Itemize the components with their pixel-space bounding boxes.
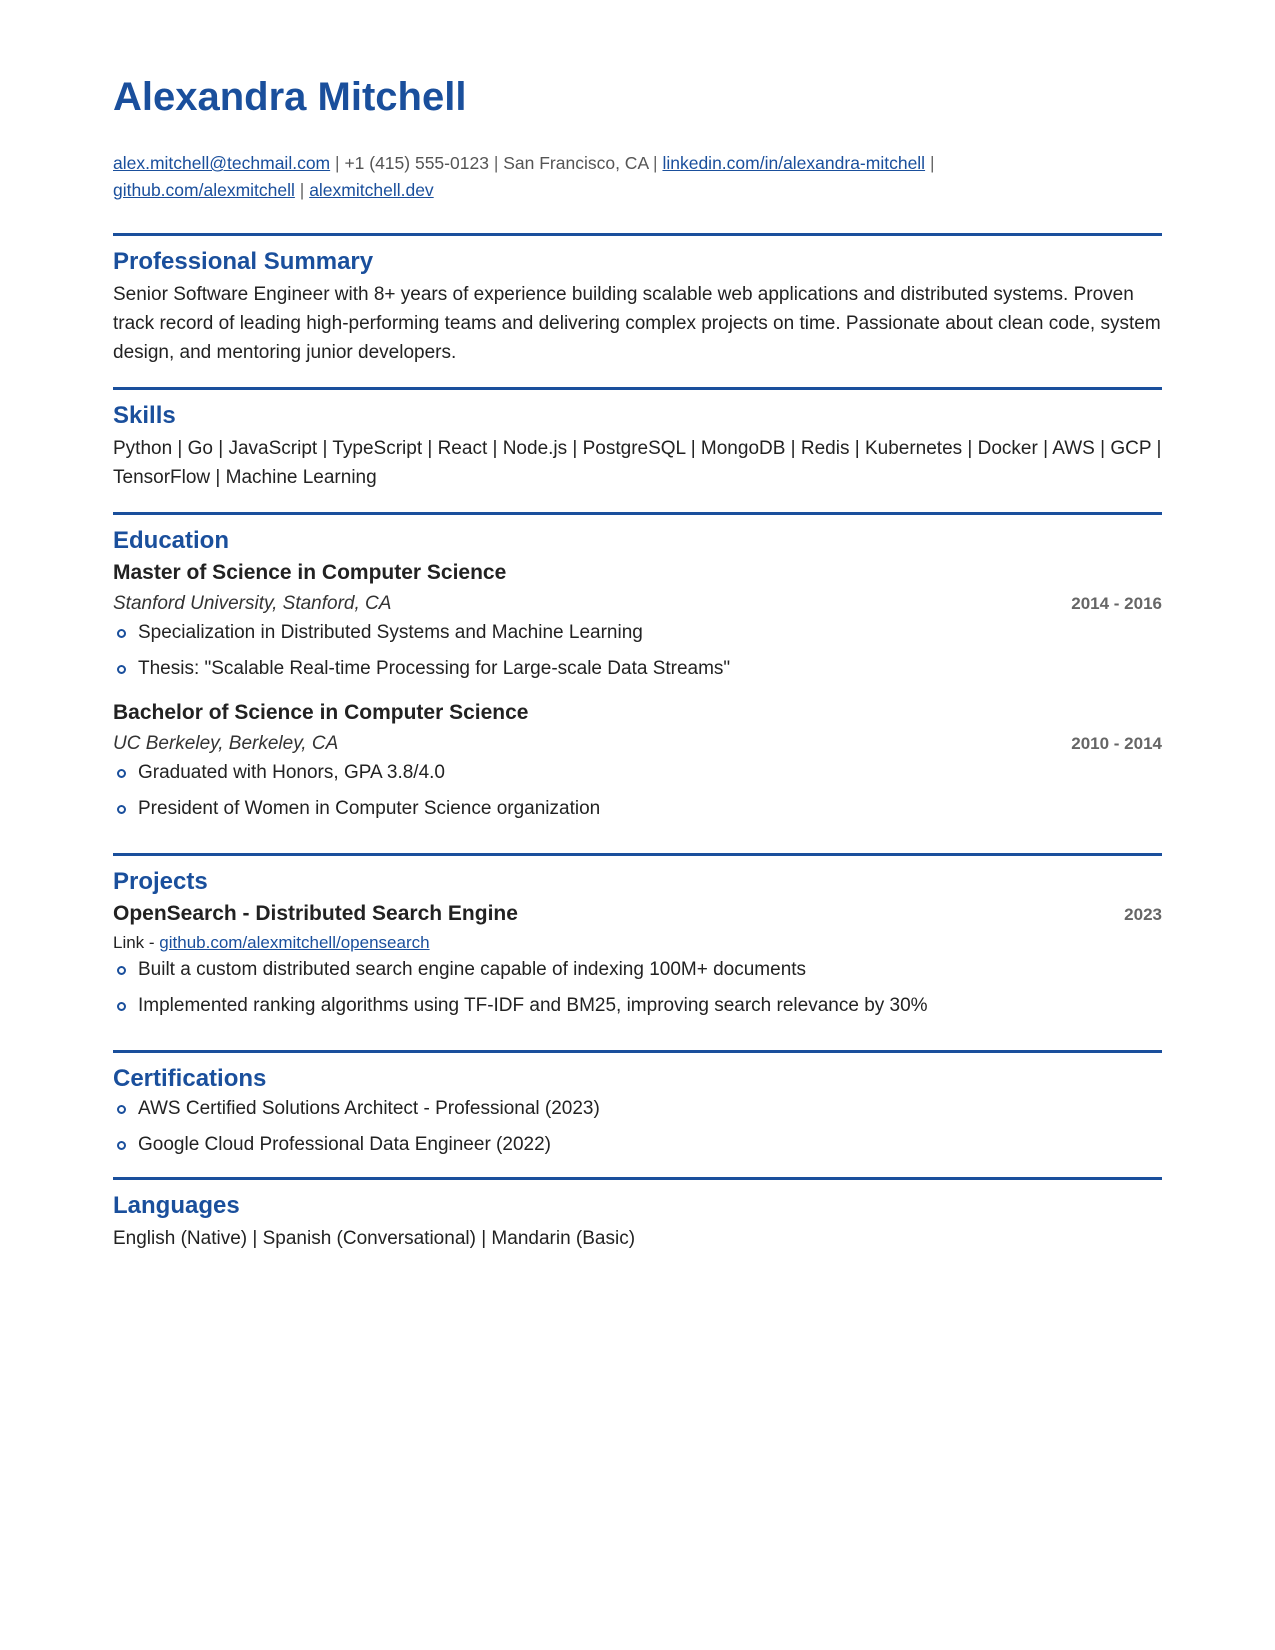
- list-item: Thesis: "Scalable Real-time Processing for Large-scale Data Streams": [113, 655, 1162, 683]
- bullet-circle-icon: [117, 769, 126, 778]
- degree-title: Master of Science in Computer Science: [113, 561, 507, 584]
- list-item: Specialization in Distributed Systems and Machine Learning: [113, 619, 1162, 647]
- projects-section: [113, 853, 1162, 1020]
- email-link[interactable]: alex.mitchell@techmail.com: [113, 153, 331, 173]
- school-name: Stanford University, Stanford, CA: [113, 593, 392, 614]
- summary-text: Senior Software Engineer with 8+ years of experience building scalable web applications and distributed systems. Proven track record of leading high-performing teams and delivering complex projects on time. Passionate about clean code, system design, and mentoring junior developers.: [113, 284, 1161, 363]
- contact-line: [113, 150, 1162, 204]
- list-item: Google Cloud Professional Data Engineer (2022): [113, 1131, 1162, 1159]
- bullet-list: [113, 1095, 1162, 1159]
- education-section: [113, 512, 1162, 823]
- list-item: President of Women in Computer Science organization: [113, 795, 1162, 823]
- separator: |: [493, 153, 499, 173]
- education-entry: [113, 697, 1162, 823]
- bullet-list: [113, 619, 1162, 683]
- project-year: 2023: [1124, 905, 1162, 924]
- project-link[interactable]: github.com/alexmitchell/opensearch: [159, 933, 430, 952]
- list-item: Implemented ranking algorithms using TF-IDF and BM25, improving search relevance by 30%: [113, 992, 1162, 1020]
- github-link[interactable]: github.com/alexmitchell: [113, 180, 295, 200]
- separator: |: [929, 153, 935, 173]
- location: San Francisco, CA: [503, 153, 649, 173]
- bullet-list: [113, 759, 1162, 823]
- list-item: AWS Certified Solutions Architect - Professional (2023): [113, 1095, 1162, 1123]
- bullet-circle-icon: [117, 1002, 126, 1011]
- bullet-circle-icon: [117, 665, 126, 674]
- education-entry: [113, 557, 1162, 683]
- bullet-list: [113, 956, 1162, 1020]
- website-link[interactable]: alexmitchell.dev: [309, 180, 434, 200]
- bullet-circle-icon: [117, 1105, 126, 1114]
- project-title: OpenSearch - Distributed Search Engine: [113, 902, 518, 925]
- bullet-circle-icon: [117, 805, 126, 814]
- section-title: Education: [113, 527, 230, 554]
- list-item: Built a custom distributed search engine capable of indexing 100M+ documents: [113, 956, 1162, 984]
- summary-section: [113, 233, 1162, 367]
- bullet-circle-icon: [117, 1141, 126, 1150]
- section-title: Professional Summary: [113, 248, 374, 275]
- section-title: Skills: [113, 402, 176, 429]
- section-title: Languages: [113, 1192, 240, 1219]
- bullet-circle-icon: [117, 629, 126, 638]
- section-title: Certifications: [113, 1065, 267, 1092]
- degree-title: Bachelor of Science in Computer Science: [113, 701, 529, 724]
- languages-section: [113, 1177, 1162, 1253]
- candidate-name: Alexandra Mitchell: [113, 75, 467, 119]
- list-item: Graduated with Honors, GPA 3.8/4.0: [113, 759, 1162, 787]
- bullet-circle-icon: [117, 966, 126, 975]
- project-entry: [113, 898, 1162, 1020]
- linkedin-link[interactable]: linkedin.com/in/alexandra-mitchell: [662, 153, 926, 173]
- section-title: Projects: [113, 868, 208, 895]
- separator: |: [299, 180, 305, 200]
- separator: |: [653, 153, 658, 173]
- date-range: 2014 - 2016: [1071, 594, 1162, 613]
- phone-number: +1 (415) 555-0123: [344, 153, 489, 173]
- separator: |: [335, 153, 340, 173]
- skills-section: [113, 387, 1162, 492]
- link-label: Link -: [113, 933, 160, 952]
- project-link-line: [113, 930, 1162, 956]
- date-range: 2010 - 2014: [1071, 734, 1162, 753]
- skills-text: Python | Go | JavaScript | TypeScript | React | Node.js | PostgreSQL | MongoDB | Redis | Kubernetes | Docker | AWS | GCP | TensorFlow | Machine Learning: [113, 438, 1162, 488]
- languages-text: English (Native) | Spanish (Conversational) | Mandarin (Basic): [113, 1228, 636, 1249]
- certifications-section: [113, 1050, 1162, 1159]
- school-name: UC Berkeley, Berkeley, CA: [113, 733, 339, 754]
